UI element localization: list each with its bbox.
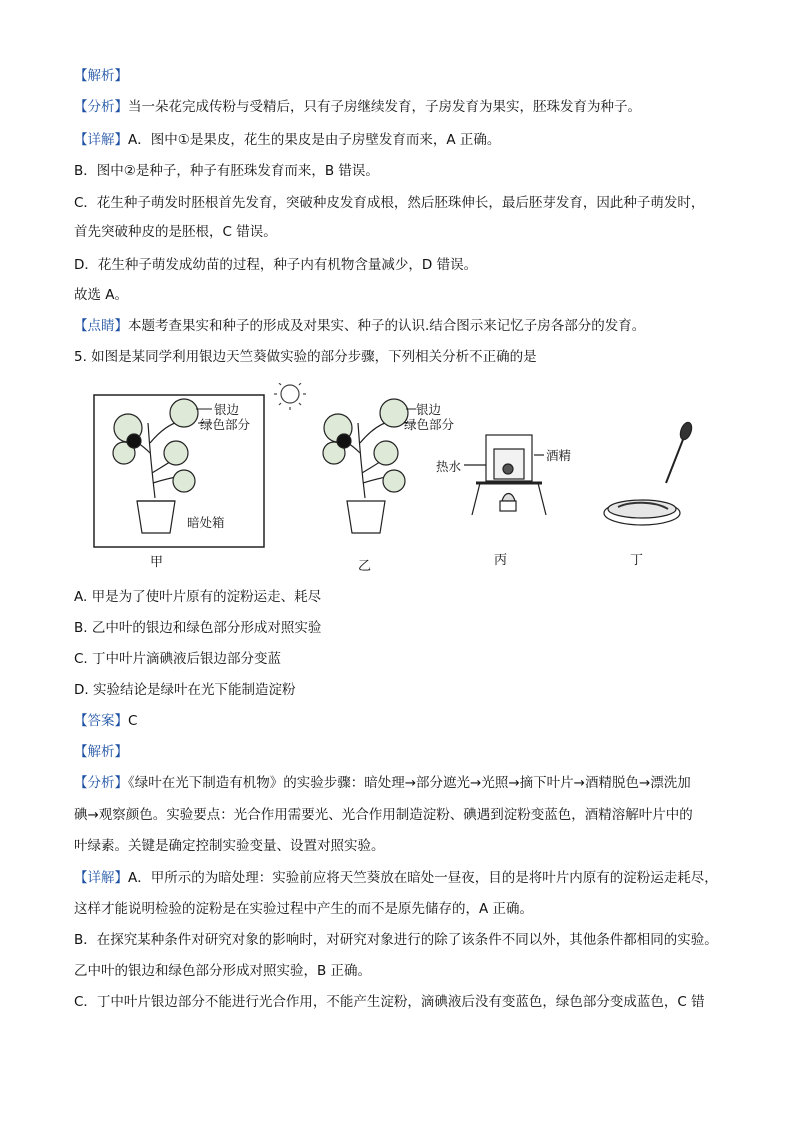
fenxi-2-line2: 碘→观察颜色。实验要点：光合作用需要光、光合作用制造淀粉、碘遇到淀粉变蓝色，酒精溶解叶片中的: [74, 807, 693, 823]
analysis-heading-2: 【解析】: [74, 744, 128, 760]
fenxi-text: 当一朵花完成传粉与受精后，只有子房继续发育，子房发育为果实，胚珠发育为种子。: [128, 99, 641, 115]
detail-c-line2: 首先突破种皮的是胚根，C 错误。: [74, 224, 277, 240]
detail-paragraph: [74, 130, 500, 150]
detail-d: D．花生种子萌发成幼苗的过程，种子内有机物含量减少，D 错误。: [74, 257, 478, 273]
option-a: A. 甲是为了使叶片原有的淀粉运走、耗尽: [74, 589, 322, 605]
xiangjie-text: A．图中①是果皮，花生的果皮是由子房壁发育而来，A 正确。: [128, 132, 501, 148]
label-yinbian-yi: 银边: [416, 402, 442, 417]
xiangjie-2-text1: A．甲所示的为暗处理：实验前应将天竺葵放在暗处一昼夜，目的是将叶片内原有的淀粉运走耗尽，: [128, 870, 718, 886]
fenxi-tag: 【分析】: [74, 99, 128, 115]
water-bath-setup: [464, 435, 546, 515]
plant-yi: [323, 399, 408, 533]
detail-b: B．图中②是种子，种子有胚珠发育而来，B 错误。: [74, 163, 379, 179]
label-anchuxiang: 暗处箱: [187, 515, 225, 530]
analysis-heading: 【解析】: [74, 68, 128, 84]
dianjing-tag: 【点睛】: [74, 318, 128, 334]
question-stem: 5. 如图是某同学利用银边天竺葵做实验的部分步骤，下列相关分析不正确的是: [74, 349, 537, 365]
xiangjie-tag: 【详解】: [74, 132, 128, 148]
label-reshui: 热水: [436, 459, 462, 474]
caption-ding: 丁: [630, 553, 644, 568]
choose-answer: 故选 A。: [74, 287, 129, 303]
caption-yi: 乙: [358, 559, 372, 574]
dianjing-paragraph: [74, 316, 645, 336]
xiangjie-2-line2: 这样才能说明检验的淀粉是在实验过程中产生的而不是原先储存的，A 正确。: [74, 901, 534, 917]
detail-b2-line1: B．在探究某种条件对研究对象的影响时，对研究对象进行的除了该条件不同以外，其他条件都相同的实验。: [74, 932, 718, 948]
answer-tag: 【答案】: [74, 713, 128, 729]
fenxi-tag-2: 【分析】: [74, 775, 128, 791]
experiment-figure: [0, 383, 794, 583]
fenxi-2-line1: [74, 773, 691, 793]
caption-bing: 丙: [494, 553, 508, 568]
detail-b2-line2: 乙中叶的银边和绿色部分形成对照实验，B 正确。: [74, 963, 372, 979]
analysis-paragraph: [74, 97, 641, 117]
detail-c-line1: C．花生种子萌发时胚根首先发育，突破种皮发育成根，然后胚珠伸长，最后胚芽发育，因此种子萌发时，: [74, 195, 705, 211]
dianjing-text: 本题考查果实和种子的形成及对果实、种子的认识.结合图示来记忆子房各部分的发育。: [128, 318, 646, 334]
experiment-illustration: [0, 383, 794, 583]
fenxi-2-line3: 叶绿素。关键是确定控制实验变量、设置对照实验。: [74, 838, 385, 854]
answer-value: C: [128, 713, 138, 729]
plant-jia: [113, 399, 198, 533]
petri-dish-dropper: [604, 421, 694, 525]
option-d: D. 实验结论是绿叶在光下能制造淀粉: [74, 682, 296, 698]
label-jiujing: 酒精: [546, 448, 572, 463]
caption-jia: 甲: [150, 555, 164, 570]
xiangjie-2-line1: [74, 868, 718, 888]
option-c: C. 丁中叶片滴碘液后银边部分变蓝: [74, 651, 282, 667]
label-lvse-yi: 绿色部分: [404, 417, 455, 432]
answer-line: [74, 711, 137, 731]
detail-c2-line1: C．丁中叶片银边部分不能进行光合作用，不能产生淀粉，滴碘液后没有变蓝色，绿色部分变成蓝色，C 错: [74, 994, 705, 1010]
label-yinbian-jia: 银边: [214, 402, 240, 417]
sun-icon: [274, 383, 306, 410]
fenxi-2-text1: 《绿叶在光下制造有机物》的实验步骤：暗处理→部分遮光→光照→摘下叶片→酒精脱色→漂洗加: [128, 775, 691, 791]
xiangjie-tag-2: 【详解】: [74, 870, 128, 886]
label-lvse-jia: 绿色部分: [200, 417, 251, 432]
option-b: B. 乙中叶的银边和绿色部分形成对照实验: [74, 620, 322, 636]
